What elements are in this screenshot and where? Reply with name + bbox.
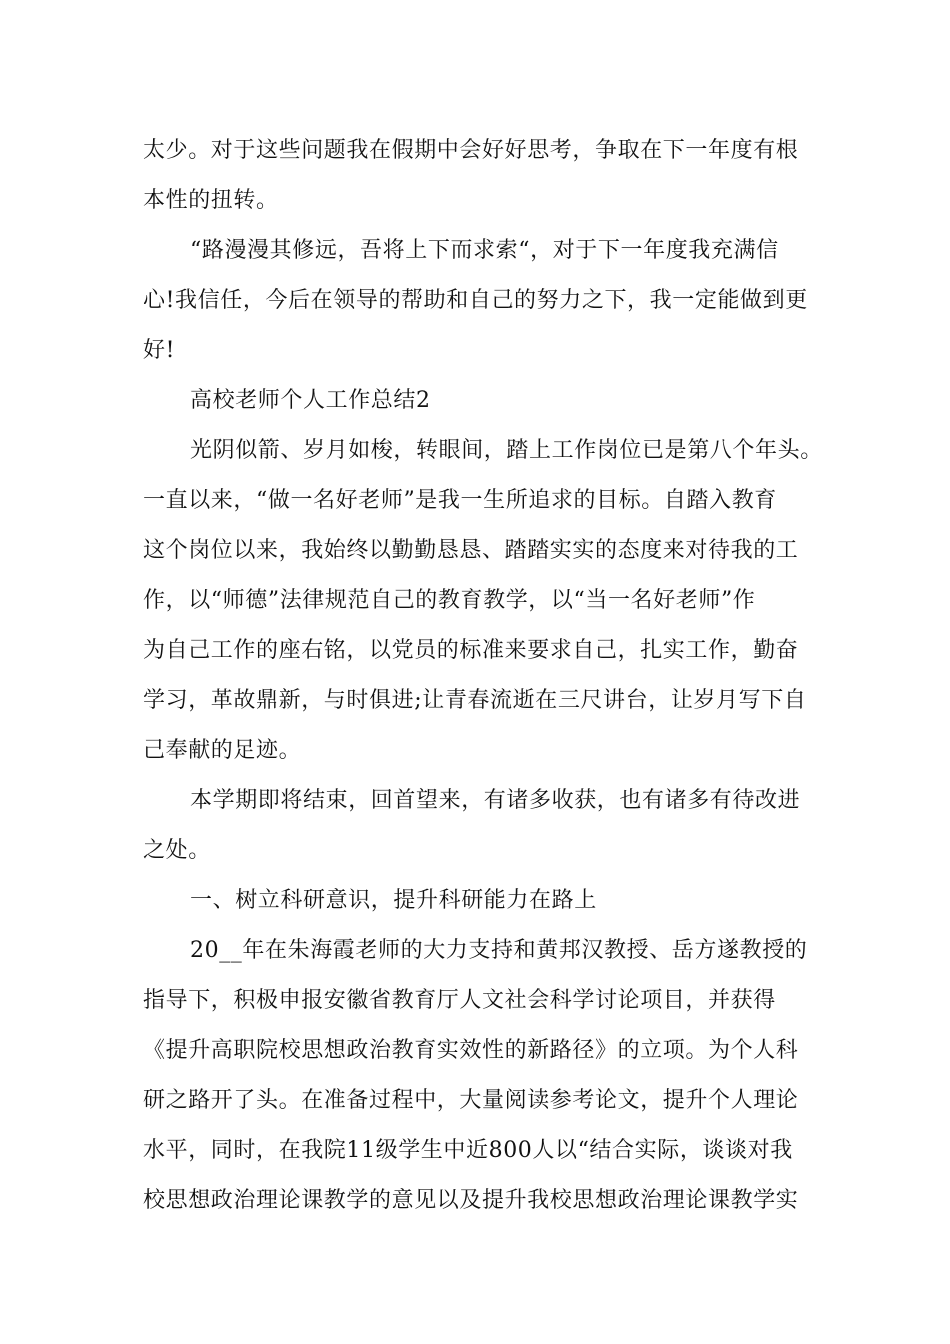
text-line-7: 光阴似箭、岁月如梭，转眼间，踏上工作岗位已是第八个年头。 bbox=[190, 438, 823, 463]
text-line-18: 指导下，积极申报安徽省教育厅人文社会科学讨论项目，并获得 bbox=[143, 988, 776, 1013]
text-line-10: 作，以“师德”法律规范自己的教育教学，以“当一名好老师”作 bbox=[143, 588, 756, 613]
section-heading-2: 高校老师个人工作总结2 bbox=[190, 388, 431, 413]
text-line-8: 一直以来，“做一名好老师”是我一生所追求的目标。自踏入教育 bbox=[143, 488, 777, 513]
text-line-2: 本性的扭转。 bbox=[143, 188, 279, 213]
text-line-5: 好! bbox=[143, 338, 176, 363]
subsection-heading-1: 一、树立科研意识，提升科研能力在路上 bbox=[190, 888, 597, 913]
text-line-19: 《提升高职院校思想政治教育实效性的新路径》的立项。为个人科 bbox=[143, 1038, 799, 1063]
text-line-3: “路漫漫其修远，吾将上下而求索“，对于下一年度我充满信 bbox=[190, 238, 779, 263]
text-line-17: 20__年在朱海霞老师的大力支持和黄邦汉教授、岳方遂教授的 bbox=[190, 938, 808, 963]
text-line-9: 这个岗位以来，我始终以勤勤恳恳、踏踏实实的态度来对待我的工 bbox=[143, 538, 799, 563]
text-line-14: 本学期即将结束，回首望来，有诸多收获，也有诸多有待改进 bbox=[190, 788, 801, 813]
text-line-22: 校思想政治理论课教学的意见以及提升我校思想政治理论课教学实 bbox=[143, 1188, 799, 1213]
text-line-1: 太少。对于这些问题我在假期中会好好思考，争取在下一年度有根 bbox=[143, 138, 799, 163]
text-line-12: 学习，革故鼎新，与时俱进;让青春流逝在三尺讲台，让岁月写下自 bbox=[143, 688, 807, 713]
text-line-21: 水平，同时，在我院11级学生中近800人以“结合实际，谈谈对我 bbox=[143, 1138, 793, 1163]
text-line-13: 己奉献的足迹。 bbox=[143, 738, 302, 763]
text-line-4: 心!我信任，今后在领导的帮助和自己的努力之下，我一定能做到更 bbox=[143, 288, 808, 313]
text-line-11: 为自己工作的座右铭，以党员的标准来要求自己，扎实工作，勤奋 bbox=[143, 638, 799, 663]
text-line-15: 之处。 bbox=[143, 838, 211, 863]
text-line-20: 研之路开了头。在准备过程中，大量阅读参考论文，提升个人理论 bbox=[143, 1088, 799, 1113]
